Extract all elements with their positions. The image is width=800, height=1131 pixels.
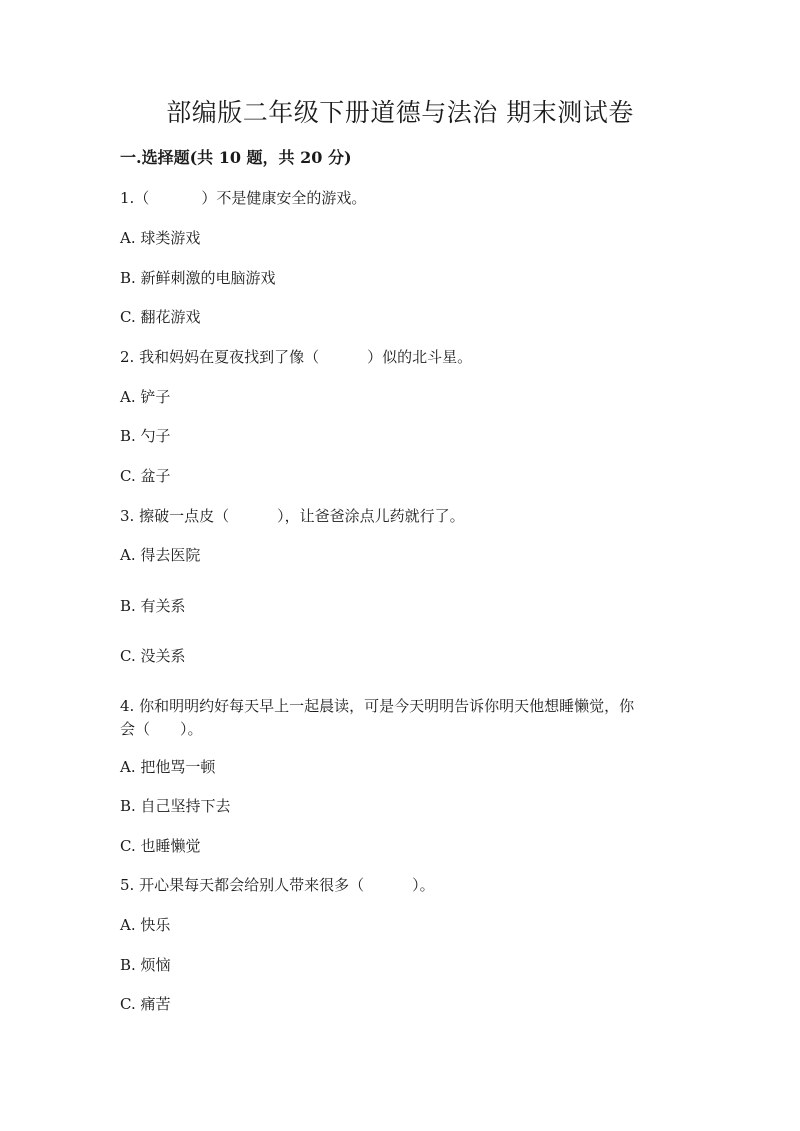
question-3-option-b: B. 有关系 <box>120 597 186 615</box>
question-3-option-c: C. 没关系 <box>120 647 186 665</box>
question-1-stem <box>120 186 680 210</box>
question-3-stem-pre: 3. 擦破一点皮（ <box>120 507 230 525</box>
question-3-stem-post: ），让爸爸涂点儿药就行了。 <box>277 507 465 525</box>
question-5-stem-pre: 5. 开心果每天都会给别人带来很多（ <box>120 876 365 894</box>
question-5-option-b: B. 烦恼 <box>120 956 171 974</box>
question-4-option-b: B. 自己坚持下去 <box>120 797 231 815</box>
question-5-option-a: A. 快乐 <box>120 916 171 934</box>
question-4-stem-line-1: 4. 你和明明约好每天早上一起晨读，可是今天明明告诉你明天他想睡懒觉，你 <box>120 697 635 715</box>
question-4-stem-line-2 <box>120 717 680 741</box>
question-4-stem-pre: 会（ <box>120 720 151 738</box>
question-1-option-a: A. 球类游戏 <box>120 229 201 247</box>
question-2-stem-pre: 2. 我和妈妈在夏夜找到了像（ <box>120 348 320 366</box>
question-5-option-c: C. 痛苦 <box>120 995 171 1013</box>
document-title: 部编版二年级下册道德与法治 期末测试卷 <box>166 98 634 127</box>
question-4-option-a: A. 把他骂一顿 <box>120 758 216 776</box>
question-2-option-c: C. 盆子 <box>120 467 171 485</box>
question-2-option-b: B. 勺子 <box>120 427 171 445</box>
question-1-option-c: C. 翻花游戏 <box>120 308 201 326</box>
question-2-stem-post: ）似的北斗星。 <box>367 348 473 366</box>
question-1-option-b: B. 新鲜刺激的电脑游戏 <box>120 269 276 287</box>
question-4-stem-post: ）。 <box>180 720 203 738</box>
question-3-option-a: A. 得去医院 <box>120 546 201 564</box>
question-3-stem <box>120 504 680 528</box>
question-1-stem-pre: 1.（ <box>120 189 150 207</box>
question-2-option-a: A. 铲子 <box>120 388 171 406</box>
question-4-option-c: C. 也睡懒觉 <box>120 837 201 855</box>
question-5-stem <box>120 873 680 897</box>
question-5-stem-post: ）。 <box>412 876 435 894</box>
section-heading: 一.选择题(共 10 题，共 20 分) <box>120 148 352 167</box>
question-1-stem-post: ）不是健康安全的游戏。 <box>201 189 367 207</box>
question-2-stem <box>120 345 680 369</box>
